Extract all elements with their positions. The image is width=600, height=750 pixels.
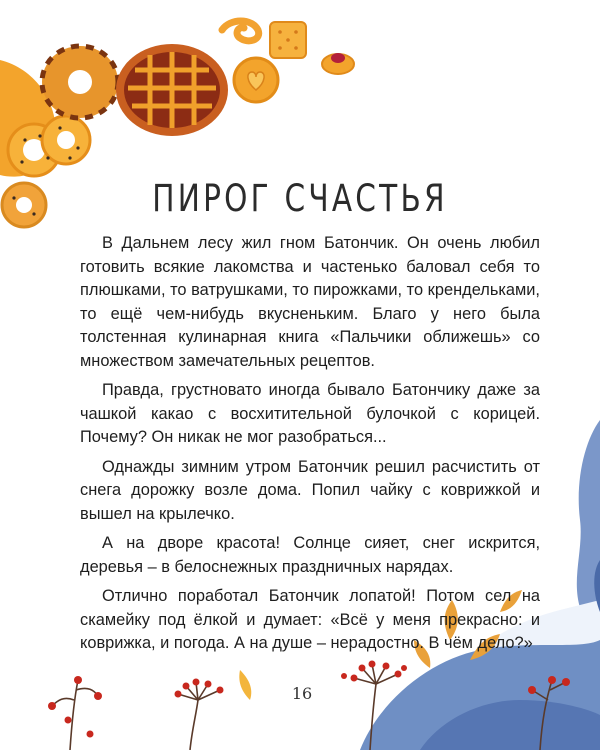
paragraph: Правда, грустновато иногда бывало Батончику даже за чашкой какао с восхитительной булочкой с корицей. Почему? Он никак не мог разобраться...: [80, 381, 540, 446]
paragraph: Однажды зимним утром Батончик решил расчистить от снега дорожку возле дома. Попил чайку с коврижкой и вышел на крылечко.: [80, 457, 540, 523]
paragraph: В Дальнем лесу жил гном Батончик. Он очень любил готовить всякие лакомства и частенько баловал себя то плюшками, то ватрушками, то пирожками, то крендельками, то ещё чем-нибудь вкусненьким. Благо у него была толстенная кулинарная книга «Пальчики оближешь» со множеством замечательных рецептов.: [80, 234, 540, 370]
story-text: [80, 232, 540, 662]
story-title: ПИРОГ СЧАСТЬЯ: [152, 176, 448, 220]
page-number: 16: [291, 684, 313, 703]
paragraph: Отлично поработал Батончик лопатой! Потом сел на скамейку под ёлкой и думает: «Всё у меня прекрасно: и коврижка, и погода. А на душе – нерадостно. В чём дело?»: [80, 587, 540, 652]
paragraph: А на дворе красота! Солнце сияет, снег искрится, деревья – в белоснежных праздничных нарядах.: [80, 534, 540, 576]
